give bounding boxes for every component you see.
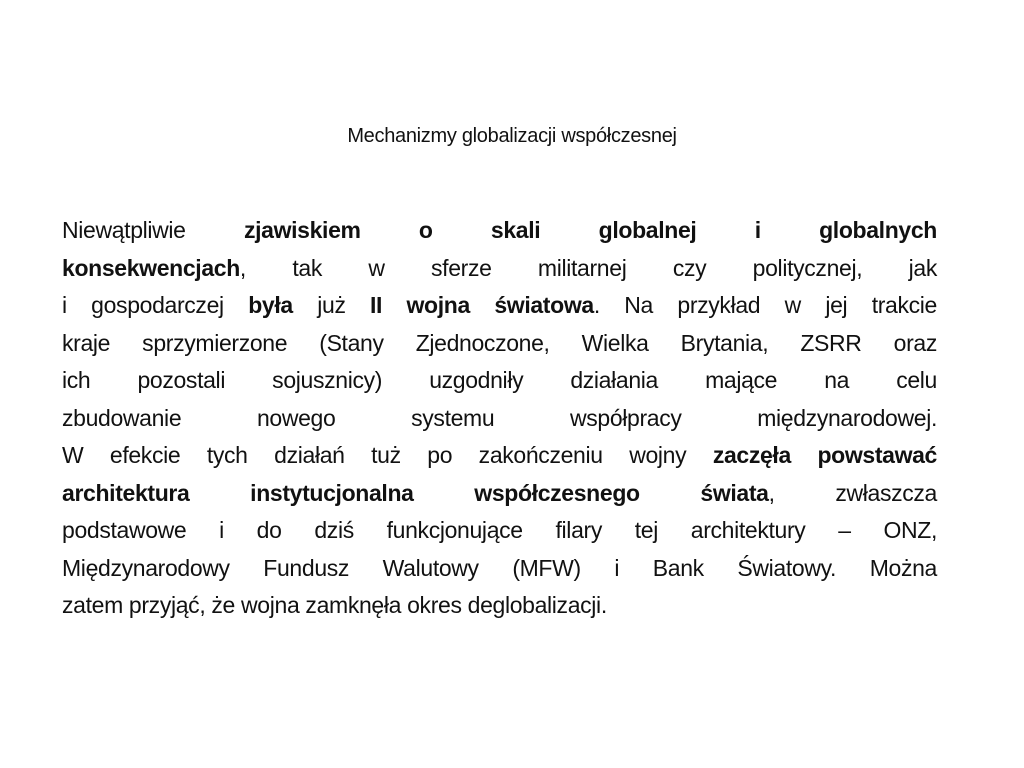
body-line xyxy=(62,212,937,250)
body-line xyxy=(62,437,937,475)
body-text: i gospodarczej xyxy=(62,292,249,318)
body-text-bold: II wojna światowa xyxy=(370,292,594,318)
body-text: . Na przykład w jej trakcie xyxy=(593,292,937,318)
body-text: zbudowanie nowego systemu współpracy międzynarodowej. xyxy=(62,404,937,431)
body-line xyxy=(62,400,937,438)
body-text: zatem przyjąć, że wojna zamknęła okres deglobalizacji. xyxy=(62,592,607,618)
body-line xyxy=(62,250,937,288)
body-text: , zwłaszcza xyxy=(768,479,938,506)
body-text: podstawowe i do dziś funkcjonujące filary tej architektury – ONZ, xyxy=(62,517,937,543)
body-text: Niewątpliwie xyxy=(62,217,244,243)
body-text-bold: konsekwencjach xyxy=(62,254,240,281)
body-text: kraje sprzymierzone (Stany Zjednoczone, Wielka Brytania, ZSRR oraz xyxy=(62,329,937,356)
body-text: ich pozostali sojusznicy) uzgodniły działania mające na celu xyxy=(62,367,937,393)
body-line xyxy=(62,325,937,363)
body-line xyxy=(62,475,937,513)
body-text: Międzynarodowy Fundusz Walutowy (MFW) i Bank Światowy. Można xyxy=(62,554,937,581)
body-line xyxy=(62,287,937,325)
slide-title: Mechanizmy globalizacji współczesnej xyxy=(347,125,677,147)
body-text-bold: zjawiskiem o skali globalnej i globalnych xyxy=(243,217,937,243)
body-text-bold: była xyxy=(248,292,293,318)
body-line xyxy=(62,362,937,400)
body-line xyxy=(62,512,937,550)
body-text: W efekcie tych działań tuż po zakończeniu wojny xyxy=(62,442,713,468)
body-text: już xyxy=(292,292,371,318)
body-line xyxy=(62,550,937,588)
body-text-bold: architektura instytucjonalna współczesnego świata xyxy=(62,479,769,506)
body-text-bold: zaczęła powstawać xyxy=(712,442,938,468)
body-line xyxy=(62,587,937,625)
body-text: , tak w sferze militarnej czy politycznej, jak xyxy=(239,254,937,281)
slide-body-text xyxy=(62,212,937,625)
